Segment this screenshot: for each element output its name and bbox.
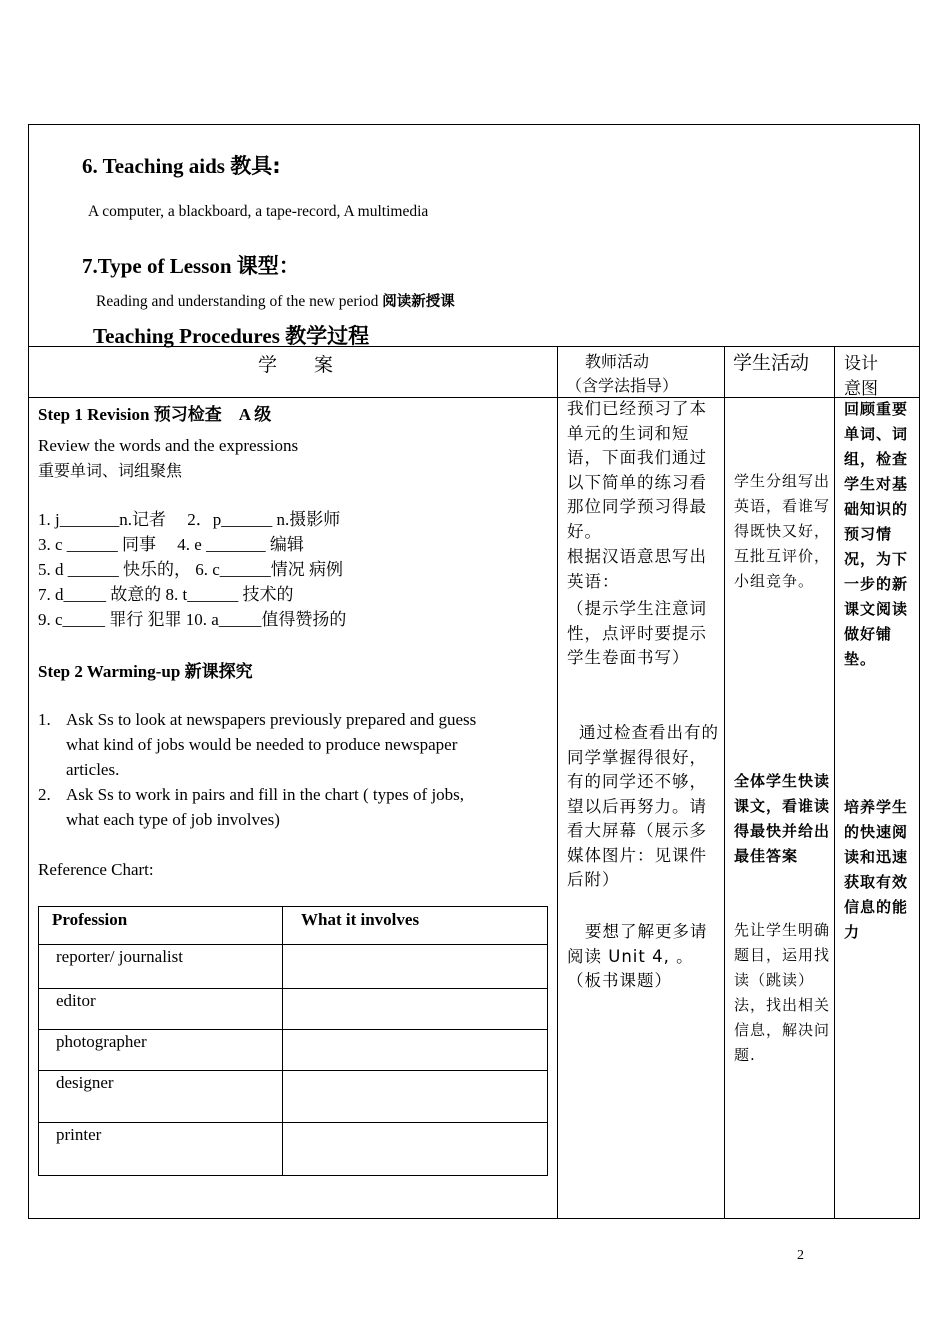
chart-row-profession: reporter/ journalist <box>56 947 183 966</box>
header-study-plan: 学 案 <box>258 354 338 376</box>
lesson-type-text: Reading and understanding of the new period 阅读新授课 <box>96 293 455 310</box>
header-teacher-activity: 教师活动 <box>585 352 650 371</box>
reference-chart-table <box>38 906 548 1176</box>
chart-col-divider <box>282 907 283 1175</box>
task-1-line1: Ask Ss to look at newspapers previously prepared and guess <box>66 710 477 729</box>
table-header-bottom-line <box>28 397 920 398</box>
reference-chart-label: Reference Chart: <box>38 860 154 879</box>
chart-header-involves: What it involves <box>301 910 420 929</box>
task-1-line3: articles. <box>66 760 120 779</box>
task-2-line2: what each type of job involves) <box>66 810 280 829</box>
chart-row-profession: editor <box>56 991 96 1010</box>
chart-row-line <box>39 1122 547 1123</box>
col-divider-2 <box>724 346 725 1219</box>
chart-row-line <box>39 944 547 945</box>
step1-intro-en: Review the words and the expressions <box>38 436 299 455</box>
step2-title: Step 2 Warming-up 新课探究 <box>38 662 253 681</box>
chart-row-line <box>39 988 547 989</box>
chart-header-profession: Profession <box>52 910 128 929</box>
task-1-line2: what kind of jobs would be needed to produce newspaper <box>66 735 458 754</box>
teaching-aids-text: A computer, a blackboard, a tape-record, A multimedia <box>88 203 429 220</box>
task-2-line1: Ask Ss to work in pairs and fill in the chart ( types of jobs, <box>66 785 465 804</box>
header-design-line1: 设计 <box>844 354 878 374</box>
task-1-number: 1. <box>38 710 51 729</box>
step1-intro-cn: 重要单词、词组聚焦 <box>38 461 183 480</box>
teacher-activity-hint: （提示学生注意词性，点评时要提示学生卷面书写） <box>567 599 707 667</box>
header-student-activity: 学生活动 <box>733 352 810 374</box>
vocab-item: 5. d ______ 快乐的， 6. c______情况 病例 <box>38 560 344 579</box>
chart-row-line <box>39 1070 547 1071</box>
student-activity-fast-read: 全体学生快读课文，看谁读得最快并给出最佳答案 <box>734 772 831 865</box>
lesson-type-heading: 7.Type of Lesson 课型： <box>82 254 300 278</box>
teacher-activity-instruction: 根据汉语意思写出英语： <box>567 547 707 591</box>
step1-title: Step 1 Revision 预习检查 A 级 <box>38 405 272 424</box>
student-activity-group: 学生分组写出英语，看谁写得既快又好，互批互评价，小组竞争。 <box>734 472 831 590</box>
col-divider-1 <box>557 346 558 1219</box>
teaching-aids-heading: 6. Teaching aids 教具: <box>82 154 281 178</box>
teacher-activity-feedback: 通过检查看出有的同学掌握得很好，有的同学还不够，望以后再努力。请看大屏幕（展示多媒体图片：见课件后附） <box>567 723 719 889</box>
procedures-heading: Teaching Procedures 教学过程 <box>93 324 370 348</box>
header-design-line2: 意图 <box>844 379 878 399</box>
page-number: 2 <box>797 1248 804 1263</box>
task-2-number: 2. <box>38 785 51 804</box>
vocab-item: 9. c_____ 罪行 犯罪 10. a_____值得赞扬的 <box>38 610 347 629</box>
teacher-activity-reading: 要想了解更多请阅读 Unit 4, 。（板书课题） <box>567 922 708 990</box>
chart-row-line <box>39 1029 547 1030</box>
vocab-item: 3. c ______ 同事 4. e _______ 编辑 <box>38 535 304 554</box>
chart-row-profession: printer <box>56 1125 102 1144</box>
vocab-item: 7. d_____ 故意的 8. t______ 技术的 <box>38 585 294 604</box>
design-intent-review: 回顾重要单词、词组，检查学生对基础知识的预习情况，为下一步的新课文阅读做好铺垫。 <box>844 400 909 668</box>
col-divider-3 <box>834 346 835 1219</box>
header-teacher-guidance: （含学法指导） <box>566 376 679 395</box>
chart-row-profession: designer <box>56 1073 114 1092</box>
teacher-activity-intro: 我们已经预习了本单元的生词和短语，下面我们通过以下简单的练习看那位同学预习得最好。 <box>567 399 707 541</box>
chart-row-profession: photographer <box>56 1032 147 1051</box>
design-intent-reading: 培养学生的快速阅读和迅速获取有效信息的能力 <box>844 798 909 941</box>
vocab-item: 1. j_______n.记者 2．p______ n.摄影师 <box>38 510 341 529</box>
student-activity-scan: 先让学生明确题目，运用找读（跳读）法，找出相关信息，解决问题. <box>734 921 831 1064</box>
